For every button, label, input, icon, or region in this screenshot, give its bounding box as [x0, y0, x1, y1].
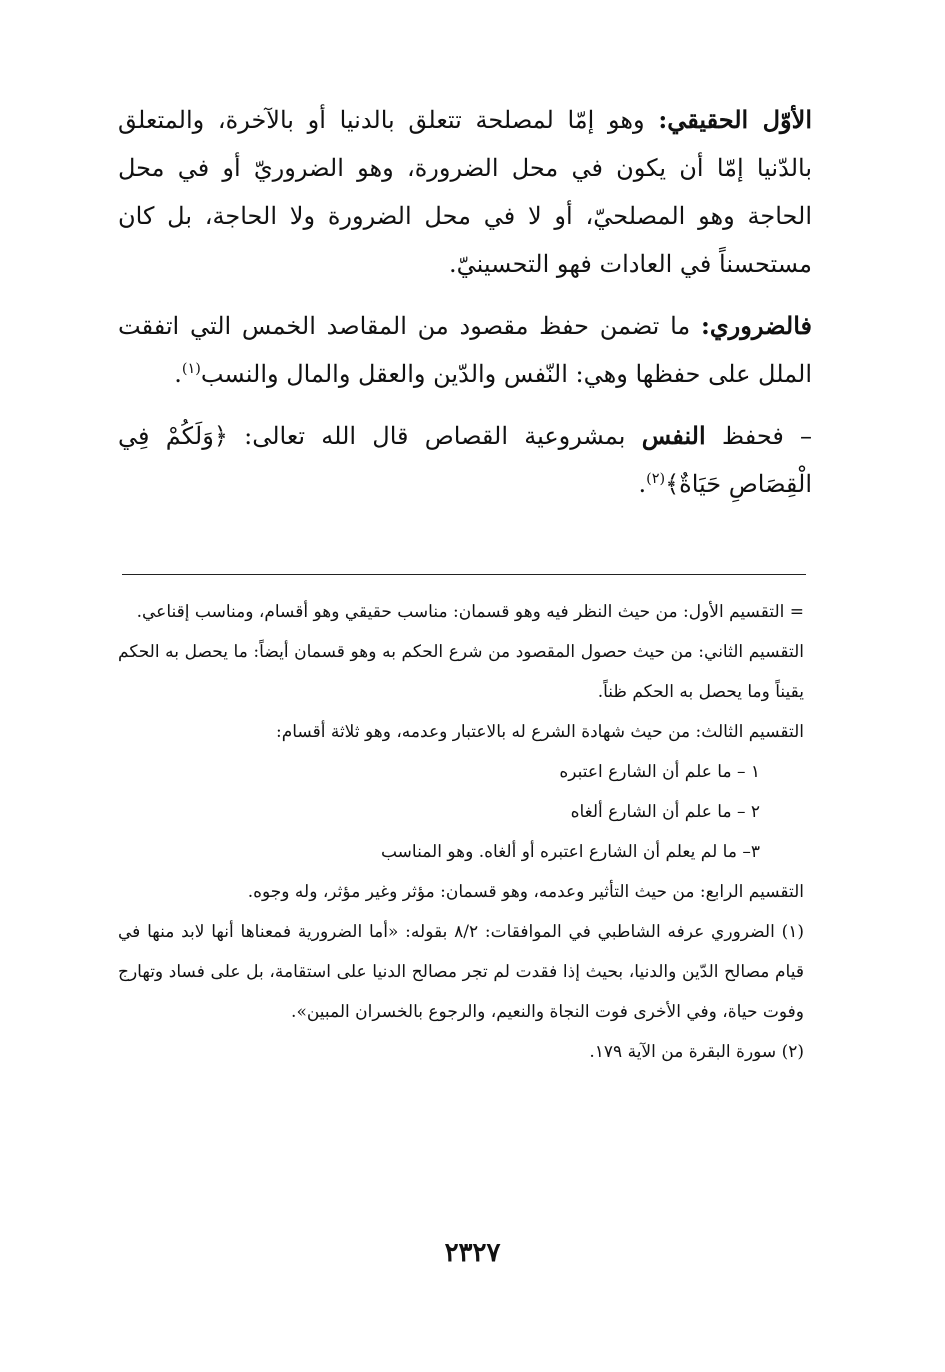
paragraph-daruri [118, 302, 812, 398]
paragraph-nafs-text: بمشروعية القصاص قال الله تعالى: ﴿وَلَكُمْ فِي الْقِصَاصِ حَيَاةٌ﴾ [118, 422, 812, 498]
term-haqiqi: الأوّل الحقيقي: [658, 105, 812, 134]
paragraph-haqiqi [118, 96, 812, 288]
footnote-2: (٢) سورة البقرة من الآية ١٧٩. [589, 1042, 804, 1062]
footnotes [118, 592, 804, 1072]
footnote-divider [122, 574, 806, 575]
paragraph-nafs [118, 412, 812, 508]
note-division-2: التقسيم الثاني: من حيث حصول المقصود من شرع الحكم به وهو قسمان أيضاً: ما يحصل به الحكم يقيناً وما يحصل به الحكم ظناً. [118, 642, 804, 702]
paragraph-nafs-lead: – فحفظ [721, 422, 813, 450]
term-nafs: النفس [641, 421, 706, 450]
note-division-3: التقسيم الثالث: من حيث شهادة الشرع له بالاعتبار وعدمه، وهو ثلاثة أقسام: [275, 722, 804, 742]
footnote-1: (١) الضروري عرفه الشاطبي في الموافقات: ٨/٢ بقوله: «أما الضرورية فمعناها أنها لابد منها في قيام مصالح الدّين والدنيا، بحيث إذا فقدت لم تجر مصالح الدنيا على استقامة، بل على فساد وتهارج وفوت حياة، وفي الأخرى فوت النجاة والنعيم، والرجوع بالخسران المبين». [118, 922, 804, 1022]
paragraph-haqiqi-text: وهو إمّا لمصلحة تتعلق بالدنيا أو بالآخرة، والمتعلق بالدّنيا إمّا أن يكون في محل الضرورة، وهو الضروريّ أو في محل الحاجة وهو المصلحيّ، أو لا في محل الضرورة ولا الحاجة، بل كان مستحسناً في العادات فهو التحسينيّ. [118, 106, 812, 278]
note-item-1: ١ – ما علم أن الشارع اعتبره [559, 762, 760, 782]
page-number: ٢٣٢٧ [444, 1238, 501, 1268]
paragraph-nafs-end: . [638, 470, 647, 498]
note-item-3: ٣– ما لم يعلم أن الشارع اعتبره أو ألغاه. وهو المناسب [380, 842, 760, 862]
note-division-4: التقسيم الرابع: من حيث التأثير وعدمه، وهو قسمان: مؤثر وغير مؤثر، وله وجوه. [247, 882, 804, 902]
term-daruri: فالضروري: [701, 311, 813, 340]
footnote-ref-1[interactable]: (١) [181, 361, 201, 377]
footnote-ref-2[interactable]: (٢) [646, 471, 666, 487]
paragraph-daruri-text: ما تضمن حفظ مقصود من المقاصد الخمس التي اتفقت الملل على حفظها وهي: النّفس والدّين والعقل والمال والنسب [118, 312, 812, 388]
paragraph-daruri-end: . [174, 360, 182, 388]
note-division-1: = التقسيم الأول: من حيث النظر فيه وهو قسمان: مناسب حقيقي وهو أقسام، ومناسب إقناعي. [136, 602, 804, 622]
main-text [118, 96, 812, 522]
note-item-2: ٢ – ما علم أن الشارع ألغاه [570, 802, 760, 822]
